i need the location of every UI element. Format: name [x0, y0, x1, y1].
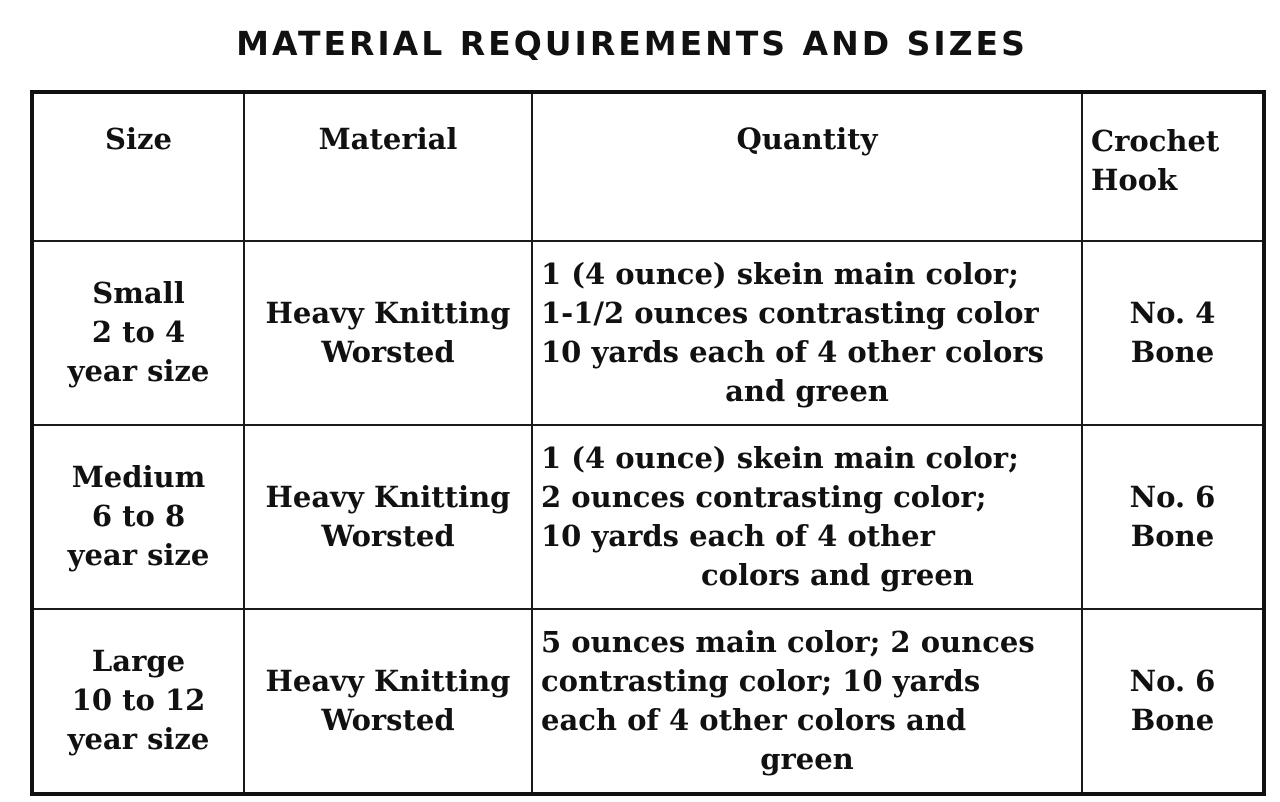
- hook-number: No. 4: [1129, 295, 1216, 330]
- hook-cell: [1082, 609, 1264, 794]
- material-line: Worsted: [321, 702, 455, 737]
- quantity-line: 10 yards each of 4 other: [541, 518, 935, 553]
- quantity-line: and green: [725, 373, 889, 408]
- quantity-line: green: [760, 741, 854, 776]
- table-header-row: [32, 92, 1264, 241]
- size-range: 2 to 4: [91, 315, 186, 350]
- size-unit: year size: [67, 722, 210, 757]
- size-cell: [32, 609, 244, 794]
- quantity-line: each of 4 other colors and: [541, 702, 967, 737]
- quantity-line: 10 yards each of 4 other colors: [541, 334, 1044, 369]
- material-cell: [244, 425, 532, 609]
- size-name: Medium: [71, 460, 206, 495]
- material-cell: [244, 609, 532, 794]
- material-requirements-table: [30, 90, 1266, 796]
- column-header-quantity: Quantity: [532, 92, 1082, 241]
- header-hook-line-1: Crochet: [1091, 124, 1220, 158]
- quantity-line: contrasting color; 10 yards: [541, 663, 981, 698]
- quantity-cell: [532, 425, 1082, 609]
- hook-type: Bone: [1130, 334, 1215, 369]
- material-line: Heavy Knitting: [265, 663, 511, 698]
- table-row: [32, 425, 1264, 609]
- quantity-line: 1 (4 ounce) skein main color;: [541, 440, 1019, 475]
- size-name: Small: [92, 276, 185, 311]
- size-cell: [32, 425, 244, 609]
- hook-number: No. 6: [1129, 479, 1216, 514]
- hook-cell: [1082, 241, 1264, 425]
- size-name: Large: [91, 644, 186, 679]
- column-header-material: Material: [244, 92, 532, 241]
- quantity-line: 1-1/2 ounces contrasting color: [541, 295, 1039, 330]
- hook-cell: [1082, 425, 1264, 609]
- size-cell: [32, 241, 244, 425]
- column-header-crochet-hook: [1082, 92, 1264, 241]
- quantity-cell: [532, 609, 1082, 794]
- size-unit: year size: [67, 538, 210, 573]
- quantity-line: 2 ounces contrasting color;: [541, 479, 987, 514]
- hook-type: Bone: [1130, 518, 1215, 553]
- hook-type: Bone: [1130, 702, 1215, 737]
- material-line: Worsted: [321, 518, 455, 553]
- quantity-line: 1 (4 ounce) skein main color;: [541, 256, 1019, 291]
- quantity-line: colors and green: [701, 557, 974, 592]
- column-header-size: Size: [32, 92, 244, 241]
- material-line: Heavy Knitting: [265, 295, 511, 330]
- size-range: 10 to 12: [71, 683, 206, 718]
- material-line: Worsted: [321, 334, 455, 369]
- page-title: MATERIAL REQUIREMENTS AND SIZES: [236, 24, 1028, 63]
- quantity-line: 5 ounces main color; 2 ounces: [541, 624, 1035, 659]
- quantity-cell: [532, 241, 1082, 425]
- size-range: 6 to 8: [91, 499, 186, 534]
- material-cell: [244, 241, 532, 425]
- size-unit: year size: [67, 354, 210, 389]
- hook-number: No. 6: [1129, 663, 1216, 698]
- material-line: Heavy Knitting: [265, 479, 511, 514]
- header-hook-line-2: Hook: [1091, 163, 1178, 197]
- table-row: [32, 241, 1264, 425]
- table-row: [32, 609, 1264, 794]
